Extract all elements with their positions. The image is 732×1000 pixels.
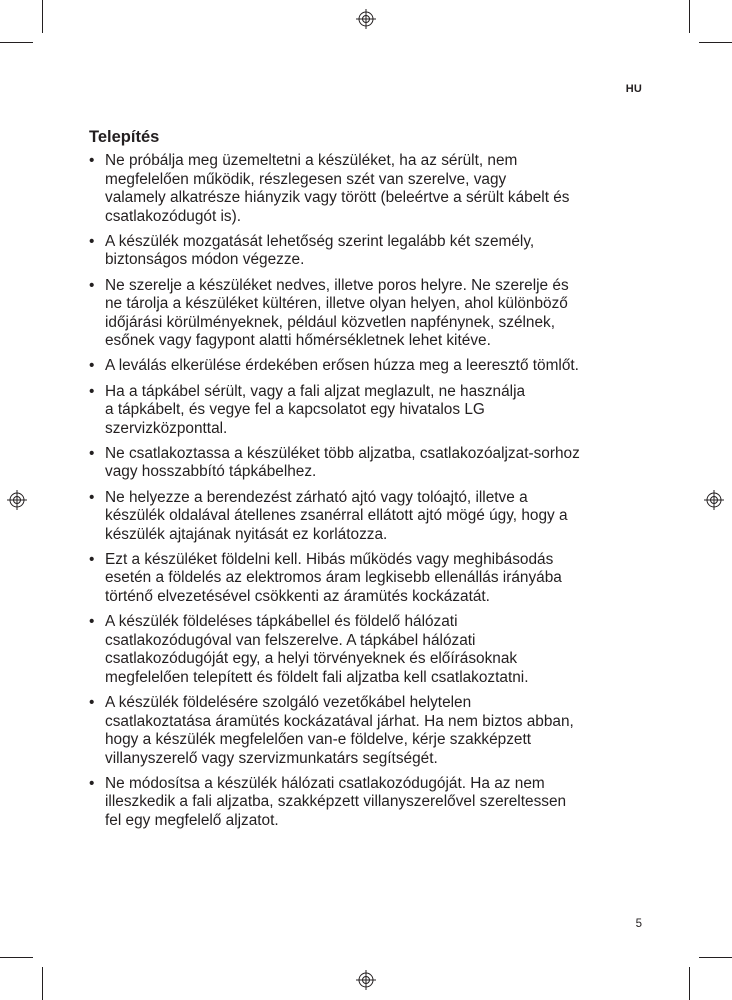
- list-item-line: esetén a földelés az elektromos áram legkisebb ellenállás irányába: [105, 569, 562, 587]
- registration-mark-icon: [356, 970, 376, 990]
- bullet-icon: •: [89, 693, 95, 711]
- list-item-line: hogy a készülék megfelelően van-e földelve, kérje szakképzett: [105, 731, 532, 749]
- crop-mark: [699, 957, 732, 958]
- list-item-line: A készülék földelésére szolgáló vezetőkábel helytelen: [105, 693, 472, 711]
- bullet-icon: •: [89, 152, 95, 169]
- list-item: [89, 233, 649, 270]
- list-item-line: megfelelően működik, részlegesen szét van szerelve, vagy: [105, 170, 507, 188]
- list-item-line: időjárási körülményeknek, például közvetlen napfénynek, szélnek,: [105, 313, 556, 331]
- bullet-icon: •: [89, 382, 95, 400]
- list-item-line: illeszkedik a fali aljzatba, szakképzett villanyszerelővel szereltessen: [105, 793, 567, 811]
- list-item-line: készülék ajtajának nyitását ez korlátozza.: [105, 525, 388, 543]
- list-item-line: történő elvezetésével csökkenti az áramütés kockázatát.: [105, 587, 490, 605]
- list-item-line: Ha a tápkábel sérült, vagy a fali aljzat meglazult, ne használja: [105, 382, 526, 400]
- list-item-line: Ne szerelje a készüléket nedves, illetve poros helyre. Ne szerelje és: [105, 276, 569, 294]
- list-item-line: fel egy megfelelő aljzatot.: [105, 812, 279, 829]
- list-item-line: szervizközponttal.: [105, 419, 228, 437]
- bullet-icon: •: [89, 550, 95, 568]
- list-item: [89, 613, 649, 687]
- list-item-line: készülék oldalával átellenes zsanérral ellátott ajtó mögé úgy, hogy a: [105, 507, 568, 525]
- registration-mark-icon: [356, 9, 376, 29]
- bullet-icon: •: [89, 357, 95, 375]
- list-item-line: valamely alkatrésze hiányzik vagy törött (beleértve a sérült kábelt és: [105, 189, 570, 207]
- list-item: [89, 383, 649, 439]
- list-item: [89, 551, 649, 607]
- list-item: [89, 152, 649, 226]
- list-item-line: csatlakozódugóval van felszerelve. A tápkábel hálózati: [105, 631, 476, 649]
- list-item: [89, 277, 649, 351]
- list-item: [89, 489, 649, 545]
- list-item-line: ne tárolja a készüléket kültéren, illetve olyan helyen, ahol különböző: [105, 295, 568, 313]
- list-item-line: Ne csatlakoztassa a készüléket több aljzatba, csatlakozóaljzat-sorhoz: [105, 444, 580, 462]
- list-item-line: biztonságos módon végezze.: [105, 251, 305, 269]
- list-item-line: A leválás elkerülése érdekében erősen húzza meg a leeresztő tömlőt.: [105, 357, 579, 375]
- page-number: 5: [635, 918, 642, 930]
- bullet-icon: •: [89, 276, 95, 294]
- registration-mark-icon: [704, 490, 724, 510]
- list-item-line: csatlakozódugót is).: [105, 207, 242, 225]
- list-item-line: megfelelően telepített és földelt fali aljzatba kell csatlakoztatni.: [105, 668, 529, 686]
- section-title: Telepítés: [89, 128, 160, 146]
- crop-mark: [699, 42, 732, 43]
- list-item-line: esőnek vagy fagypont alatti hőmérsékletnek lehet kitéve.: [105, 332, 491, 350]
- list-item: [89, 694, 649, 768]
- language-code: HU: [625, 83, 642, 95]
- list-item: [89, 775, 649, 831]
- list-item-line: csatlakozódugóját egy, a helyi törvényeknek és előírásoknak: [105, 650, 518, 668]
- list-item-line: a tápkábelt, és vegye fel a kapcsolatot egy hivatalos LG: [105, 401, 485, 419]
- list-item: [89, 357, 649, 376]
- bullet-icon: •: [89, 613, 95, 631]
- crop-mark: [42, 0, 43, 33]
- installation-list: [89, 152, 649, 837]
- crop-mark: [0, 957, 33, 958]
- bullet-icon: •: [89, 444, 95, 462]
- registration-mark-icon: [7, 490, 27, 510]
- list-item-line: csatlakoztatása áramütés kockázatával járhat. Ha nem biztos abban,: [105, 712, 574, 730]
- bullet-icon: •: [89, 774, 95, 792]
- list-item-line: A készülék mozgatását lehetőség szerint legalább két személy,: [105, 232, 535, 250]
- crop-mark: [689, 0, 690, 33]
- crop-mark: [42, 967, 43, 1000]
- list-item-line: Ezt a készüléket földelni kell. Hibás működés vagy meghibásodás: [105, 550, 554, 568]
- crop-mark: [689, 967, 690, 1000]
- list-item-line: Ne helyezze a berendezést zárható ajtó vagy tolóajtó, illetve a: [105, 488, 528, 506]
- list-item-line: Ne próbálja meg üzemeltetni a készüléket, ha az sérült, nem: [105, 152, 518, 169]
- list-item-line: vagy hosszabbító tápkábelhez.: [105, 463, 317, 481]
- bullet-icon: •: [89, 232, 95, 250]
- list-item: [89, 445, 649, 482]
- bullet-icon: •: [89, 488, 95, 506]
- list-item-line: A készülék földeléses tápkábellel és földelő hálózati: [105, 613, 458, 631]
- list-item-line: villanyszerelő vagy szervizmunkatárs segítségét.: [105, 749, 438, 767]
- list-item-line: Ne módosítsa a készülék hálózati csatlakozódugóját. Ha az nem: [105, 774, 545, 792]
- crop-mark: [0, 42, 33, 43]
